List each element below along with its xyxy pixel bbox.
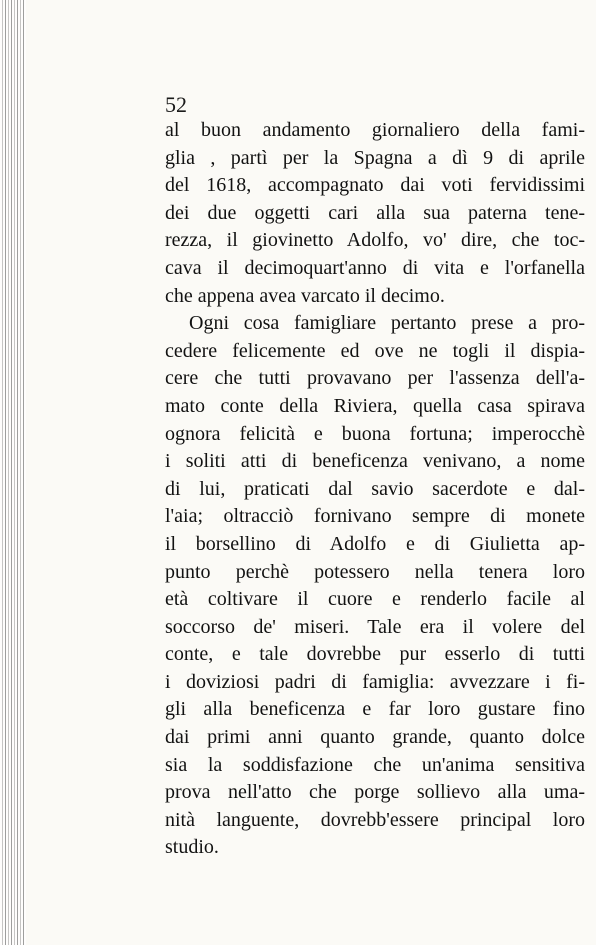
text-line: cava il decimoquart'anno di vita e l'orfanella (165, 256, 585, 279)
text-line: rezza, il giovinetto Adolfo, vo' dire, che toc- (165, 229, 585, 252)
text-line: i soliti atti di beneficenza venivano, a nome (165, 450, 585, 473)
text-line: età coltivare il cuore e renderlo facile al (165, 588, 585, 611)
page-number: 52 (165, 92, 187, 117)
text-line: mato conte della Riviera, quella casa spirava (165, 394, 585, 417)
text-line: i doviziosi padri di famiglia: avvezzare i fi- (165, 670, 585, 693)
text-line: conte, e tale dovrebbe pur esserlo di tutti (165, 643, 585, 666)
text-line: prova nell'atto che porge sollievo alla uma- (165, 781, 585, 804)
text-line: glia , partì per la Spagna a dì 9 di aprile (165, 146, 585, 169)
text-line: nità languente, dovrebb'essere principal loro (165, 808, 585, 831)
text-line: Ogni cosa famigliare pertanto prese a pro- (189, 312, 585, 335)
text-line: il borsellino di Adolfo e di Giulietta ap- (165, 532, 585, 555)
text-line: dei due oggetti cari alla sua paterna tene- (165, 201, 585, 224)
text-line: gli alla beneficenza e far loro gustare fino (165, 698, 585, 721)
text-line: soccorso de' miseri. Tale era il volere del (165, 615, 585, 638)
text-line: punto perchè potessero nella tenera loro (165, 560, 585, 583)
paragraph (165, 310, 585, 862)
paragraph (165, 117, 585, 310)
book-page (26, 0, 596, 945)
text-line: al buon andamento giornaliero della fami- (165, 119, 585, 141)
binding-gutter (0, 0, 26, 945)
text-line: del 1618, accompagnato dai voti fervidissimi (165, 174, 585, 197)
page-text (165, 117, 585, 862)
text-line: l'aia; oltracciò fornivano sempre di monete (165, 505, 585, 528)
text-line: ognora felicità e buona fortuna; imperocchè (165, 422, 585, 445)
text-line: cere che tutti provavano per l'assenza dell'a- (165, 367, 585, 390)
text-line: sia la soddisfazione che un'anima sensitiva (165, 753, 585, 776)
text-line: di lui, praticati dal savio sacerdote e dal- (165, 477, 585, 500)
text-line: che appena avea varcato il decimo. (165, 284, 445, 307)
text-line: dai primi anni quanto grande, quanto dolce (165, 726, 585, 749)
text-line: studio. (165, 836, 219, 859)
text-line: cedere felicemente ed ove ne togli il dispia- (165, 339, 585, 362)
